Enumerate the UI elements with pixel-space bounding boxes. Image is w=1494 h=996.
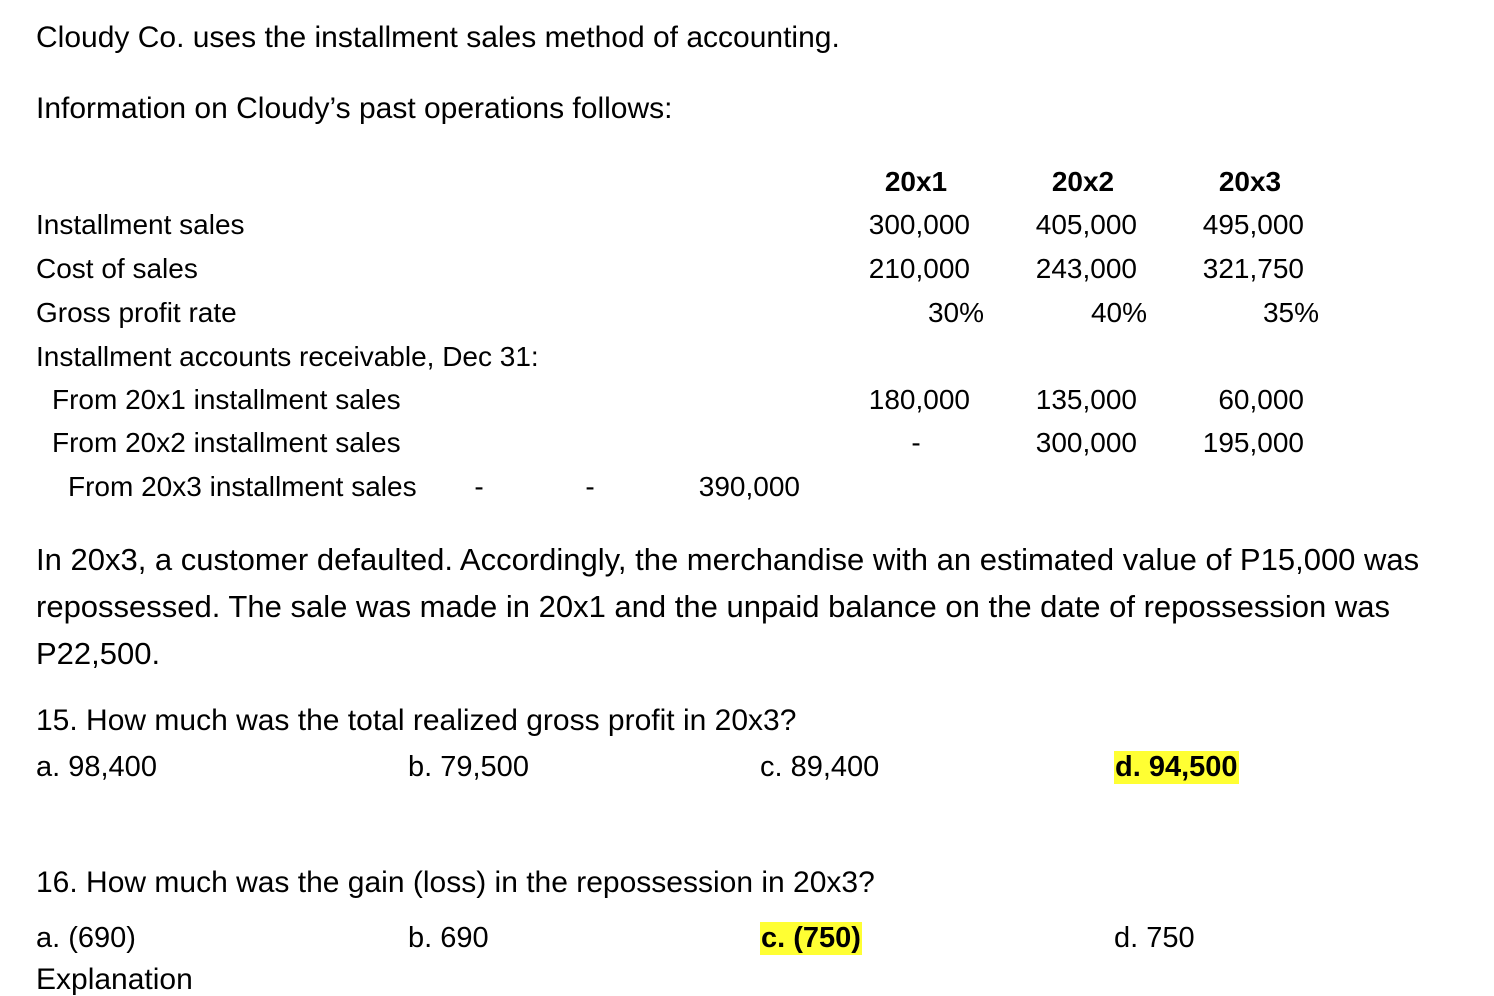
question-16-option-d: d. 750 [1114, 922, 1195, 954]
row-label-cost-of-sales: Cost of sales [36, 253, 198, 284]
truncated-explanation-text: Explanation [36, 963, 193, 996]
installment-sales-20x3: 495,000 [1202, 209, 1304, 240]
question-16-option-b: b. 690 [408, 922, 489, 954]
year-header-20x2: 20x2 [1051, 166, 1115, 197]
year-header-20x3: 20x3 [1218, 166, 1282, 197]
ar-20x3-sales-20x2: - [585, 471, 595, 502]
installment-sales-20x2: 405,000 [1035, 209, 1137, 240]
row-label-installment-ar: Installment accounts receivable, Dec 31: [36, 341, 539, 372]
gross-profit-rate-20x3: 35% [1262, 297, 1319, 328]
ar-20x2-sales-20x2: 300,000 [1035, 427, 1137, 458]
intro-line-2: Information on Cloudy’s past operations follows: [36, 92, 673, 125]
question-15-option-d-answer: d. 94,500 [1115, 751, 1238, 783]
question-15-option-b: b. 79,500 [408, 751, 529, 783]
gross-profit-rate-20x1: 30% [927, 297, 984, 328]
question-16-text: 16. How much was the gain (loss) in the repossession in 20x3? [36, 866, 875, 899]
question-15-option-c: c. 89,400 [760, 751, 880, 783]
ar-20x1-sales-20x1: 180,000 [868, 384, 970, 415]
truncated-explanation-heading [36, 963, 193, 996]
ar-20x2-sales-20x3: 195,000 [1202, 427, 1304, 458]
row-label-from-20x3: From 20x3 installment sales [68, 471, 417, 502]
intro-line-1: Cloudy Co. uses the installment sales method of accounting. [36, 21, 840, 54]
question-16-option-a: a. (690) [36, 922, 136, 954]
repossession-paragraph: In 20x3, a customer defaulted. Accordingly, the merchandise with an estimated value of P15,000 was repossessed. The sale was made in 20x1 and the unpaid balance on the date of repossession was P22,500. [36, 542, 1420, 671]
row-label-gross-profit-rate: Gross profit rate [36, 297, 237, 328]
question-16-option-c-answer: c. (750) [761, 922, 861, 954]
question-15-text: 15. How much was the total realized gross profit in 20x3? [36, 704, 797, 737]
cost-of-sales-20x2: 243,000 [1035, 253, 1137, 284]
question-15-option-a: a. 98,400 [36, 751, 157, 783]
ar-20x1-sales-20x3: 60,000 [1218, 384, 1304, 415]
ar-20x2-sales-20x1: - [911, 427, 921, 458]
cost-of-sales-20x3: 321,750 [1202, 253, 1304, 284]
installment-sales-20x1: 300,000 [868, 209, 970, 240]
gross-profit-rate-20x2: 40% [1090, 297, 1147, 328]
ar-20x3-sales-20x1: - [474, 471, 484, 502]
year-header-20x1: 20x1 [884, 166, 948, 197]
row-label-installment-sales: Installment sales [36, 209, 245, 240]
ar-20x3-sales-20x3: 390,000 [698, 471, 800, 502]
ar-20x1-sales-20x2: 135,000 [1035, 384, 1137, 415]
row-label-from-20x1: From 20x1 installment sales [52, 384, 401, 415]
row-label-from-20x2: From 20x2 installment sales [52, 427, 401, 458]
cost-of-sales-20x1: 210,000 [868, 253, 970, 284]
